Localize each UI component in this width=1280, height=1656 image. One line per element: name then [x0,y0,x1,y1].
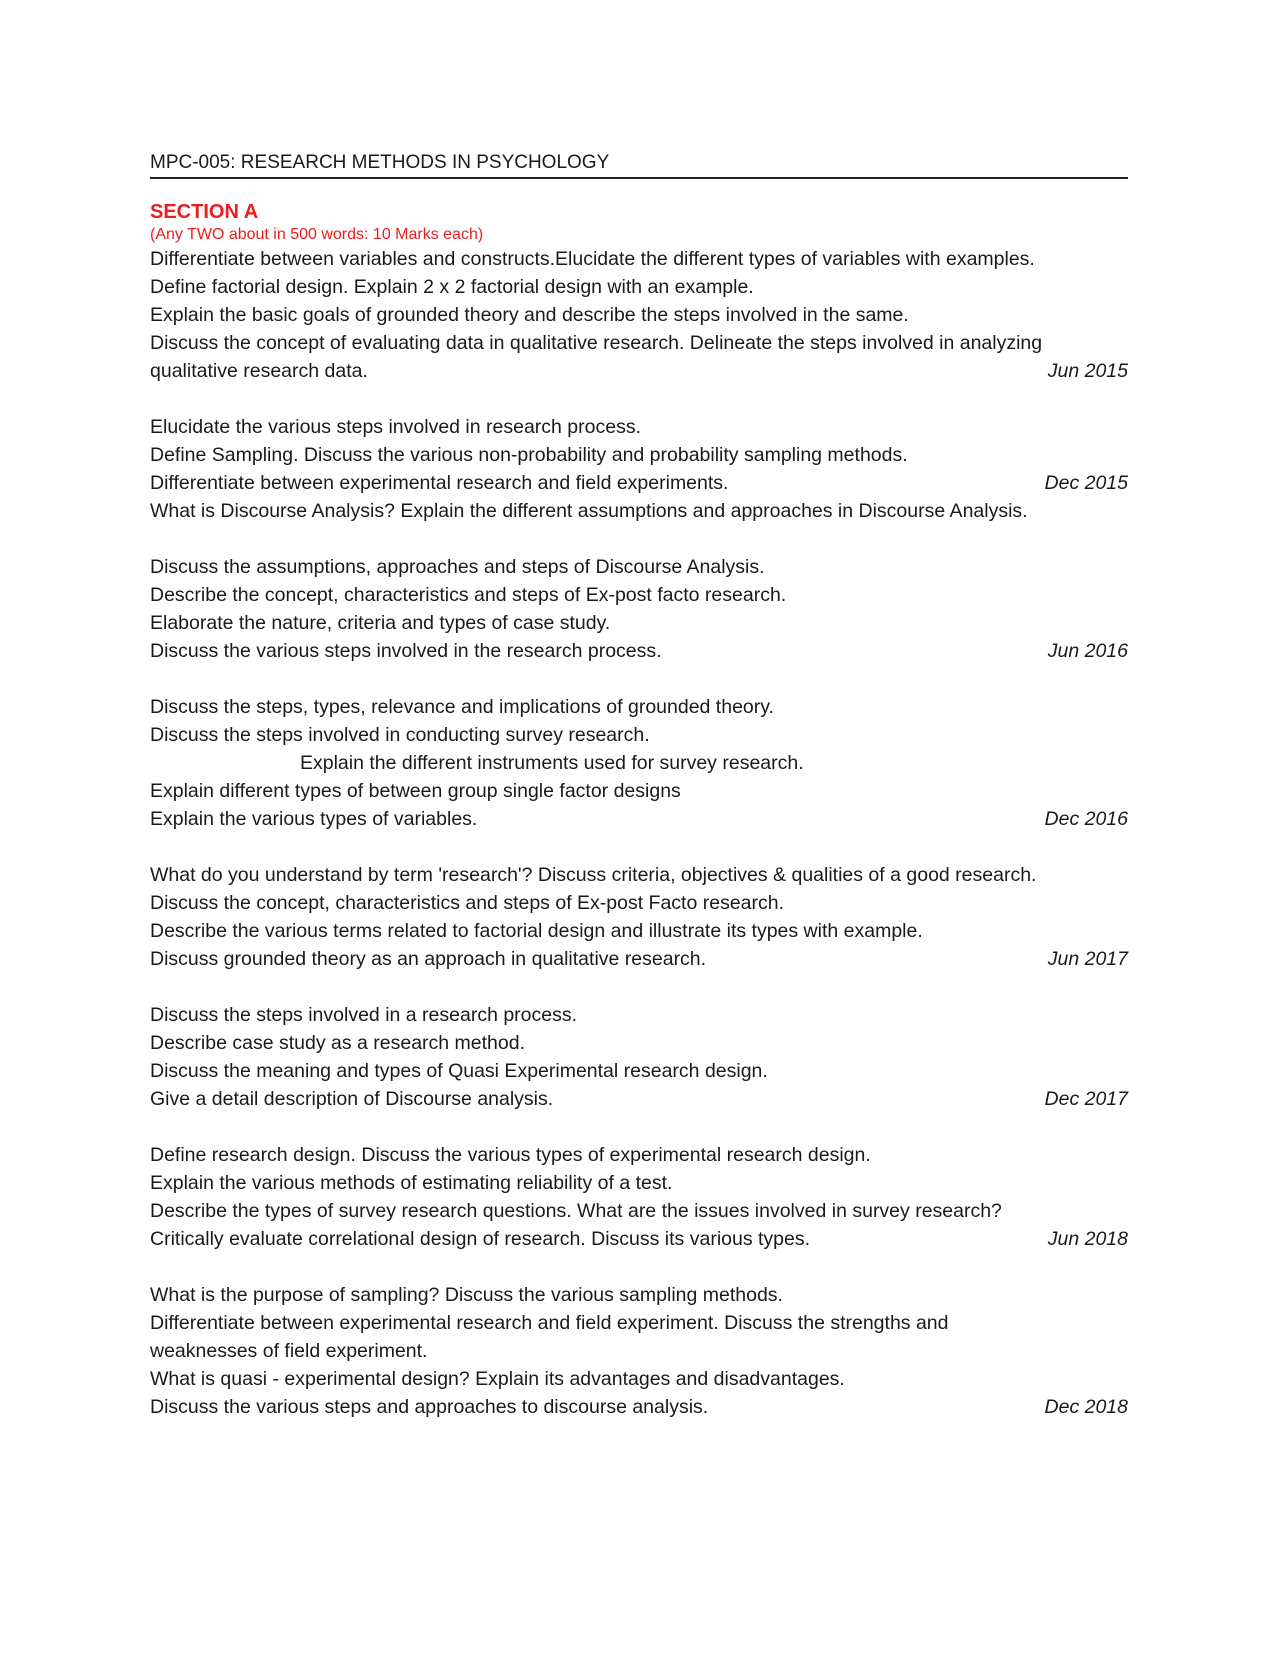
question-line [150,441,1128,469]
question-text: Define research design. Discuss the various types of experimental research design. [150,1144,871,1166]
question-text: Discuss the concept of evaluating data in qualitative research. Delineate the steps involved in analyzing [150,332,1043,354]
question-line [150,1393,1128,1421]
exam-session-date: Jun 2018 [1047,1228,1128,1250]
question-text: Explain the various methods of estimating reliability of a test. [150,1172,673,1194]
section-instructions: (Any TWO about in 500 words: 10 Marks each) [150,226,484,243]
question-text: Explain different types of between group single factor designs [150,780,681,802]
exam-session-date: Dec 2016 [1044,808,1128,830]
question-line [150,581,1128,609]
question-line [150,1197,1128,1225]
question-text: Explain the different instruments used for survey research. [300,752,804,774]
question-list [150,245,1128,1421]
question-text: Explain the basic goals of grounded theory and describe the steps involved in the same. [150,304,909,326]
document-page [150,150,1128,1421]
question-line [150,1281,1128,1309]
question-text: Discuss the various steps involved in the research process. [150,640,662,662]
question-line [150,1225,1128,1253]
question-line [150,721,1128,749]
question-text: Elaborate the nature, criteria and types of case study. [150,612,611,634]
question-text: Describe the concept, characteristics and steps of Ex-post facto research. [150,584,787,606]
question-line [150,553,1128,581]
question-text: Discuss the steps involved in conducting survey research. [150,724,650,746]
question-text: Define factorial design. Explain 2 x 2 factorial design with an example. [150,276,754,298]
question-text: Explain the various types of variables. [150,808,478,830]
section-heading: SECTION A [150,201,259,223]
question-text: Describe the types of survey research questions. What are the issues involved in survey research? [150,1200,1002,1222]
question-text: Discuss grounded theory as an approach in qualitative research. [150,948,707,970]
question-text: What is Discourse Analysis? Explain the different assumptions and approaches in Discourse Analysis. [150,500,1028,522]
question-line [150,889,1128,917]
question-line [150,609,1128,637]
question-text: Discuss the steps, types, relevance and implications of grounded theory. [150,696,774,718]
question-text: What do you understand by term 'research'? Discuss criteria, objectives & qualities of a good research. [150,864,1037,886]
question-line [150,273,1128,301]
question-line [150,749,1128,777]
paper-group-gap [150,665,1128,693]
question-line [150,413,1128,441]
exam-session-date: Jun 2017 [1047,948,1128,970]
exam-session-date: Dec 2018 [1044,1396,1128,1418]
question-line [150,1169,1128,1197]
question-line [150,1141,1128,1169]
question-line [150,1085,1128,1113]
question-text: Discuss the assumptions, approaches and steps of Discourse Analysis. [150,556,765,578]
question-text: Discuss the steps involved in a research process. [150,1004,578,1026]
question-line [150,917,1128,945]
question-text: Elucidate the various steps involved in research process. [150,416,642,438]
question-line [150,497,1128,525]
question-text: qualitative research data. [150,360,368,382]
question-text: Define Sampling. Discuss the various non-probability and probability sampling methods. [150,444,908,466]
paper-group-gap [150,833,1128,861]
question-line [150,693,1128,721]
question-line [150,357,1128,385]
question-text: Describe case study as a research method. [150,1032,526,1054]
question-line [150,329,1128,357]
question-line [150,1309,1128,1337]
question-line [150,245,1128,273]
question-text: Differentiate between experimental research and field experiments. [150,472,729,494]
question-line [150,861,1128,889]
question-text: weaknesses of field experiment. [150,1340,428,1362]
question-text: Discuss the concept, characteristics and steps of Ex-post Facto research. [150,892,785,914]
question-line [150,1029,1128,1057]
question-text: What is the purpose of sampling? Discuss the various sampling methods. [150,1284,783,1306]
question-text: Critically evaluate correlational design of research. Discuss its various types. [150,1228,811,1250]
question-line [150,1337,1128,1365]
question-text: Differentiate between experimental research and field experiment. Discuss the strengths and [150,1312,949,1334]
question-text: Give a detail description of Discourse analysis. [150,1088,554,1110]
paper-group-gap [150,1253,1128,1281]
exam-session-date: Dec 2015 [1044,472,1128,494]
exam-session-date: Jun 2016 [1047,640,1128,662]
question-line [150,805,1128,833]
question-text: Discuss the various steps and approaches to discourse analysis. [150,1396,709,1418]
paper-group-gap [150,385,1128,413]
question-line [150,469,1128,497]
exam-session-date: Jun 2015 [1047,360,1128,382]
question-text: What is quasi - experimental design? Explain its advantages and disadvantages. [150,1368,845,1390]
question-line [150,777,1128,805]
question-line [150,301,1128,329]
question-text: Describe the various terms related to factorial design and illustrate its types with example. [150,920,923,942]
exam-session-date: Dec 2017 [1044,1088,1128,1110]
paper-group-gap [150,1113,1128,1141]
document-title: MPC-005: RESEARCH METHODS IN PSYCHOLOGY [150,150,1128,179]
question-line [150,1057,1128,1085]
question-line [150,1001,1128,1029]
paper-group-gap [150,525,1128,553]
question-text: Differentiate between variables and constructs.Elucidate the different types of variables with examples. [150,248,1035,270]
question-line [150,945,1128,973]
question-line [150,1365,1128,1393]
question-text: Discuss the meaning and types of Quasi Experimental research design. [150,1060,768,1082]
paper-group-gap [150,973,1128,1001]
question-line [150,637,1128,665]
